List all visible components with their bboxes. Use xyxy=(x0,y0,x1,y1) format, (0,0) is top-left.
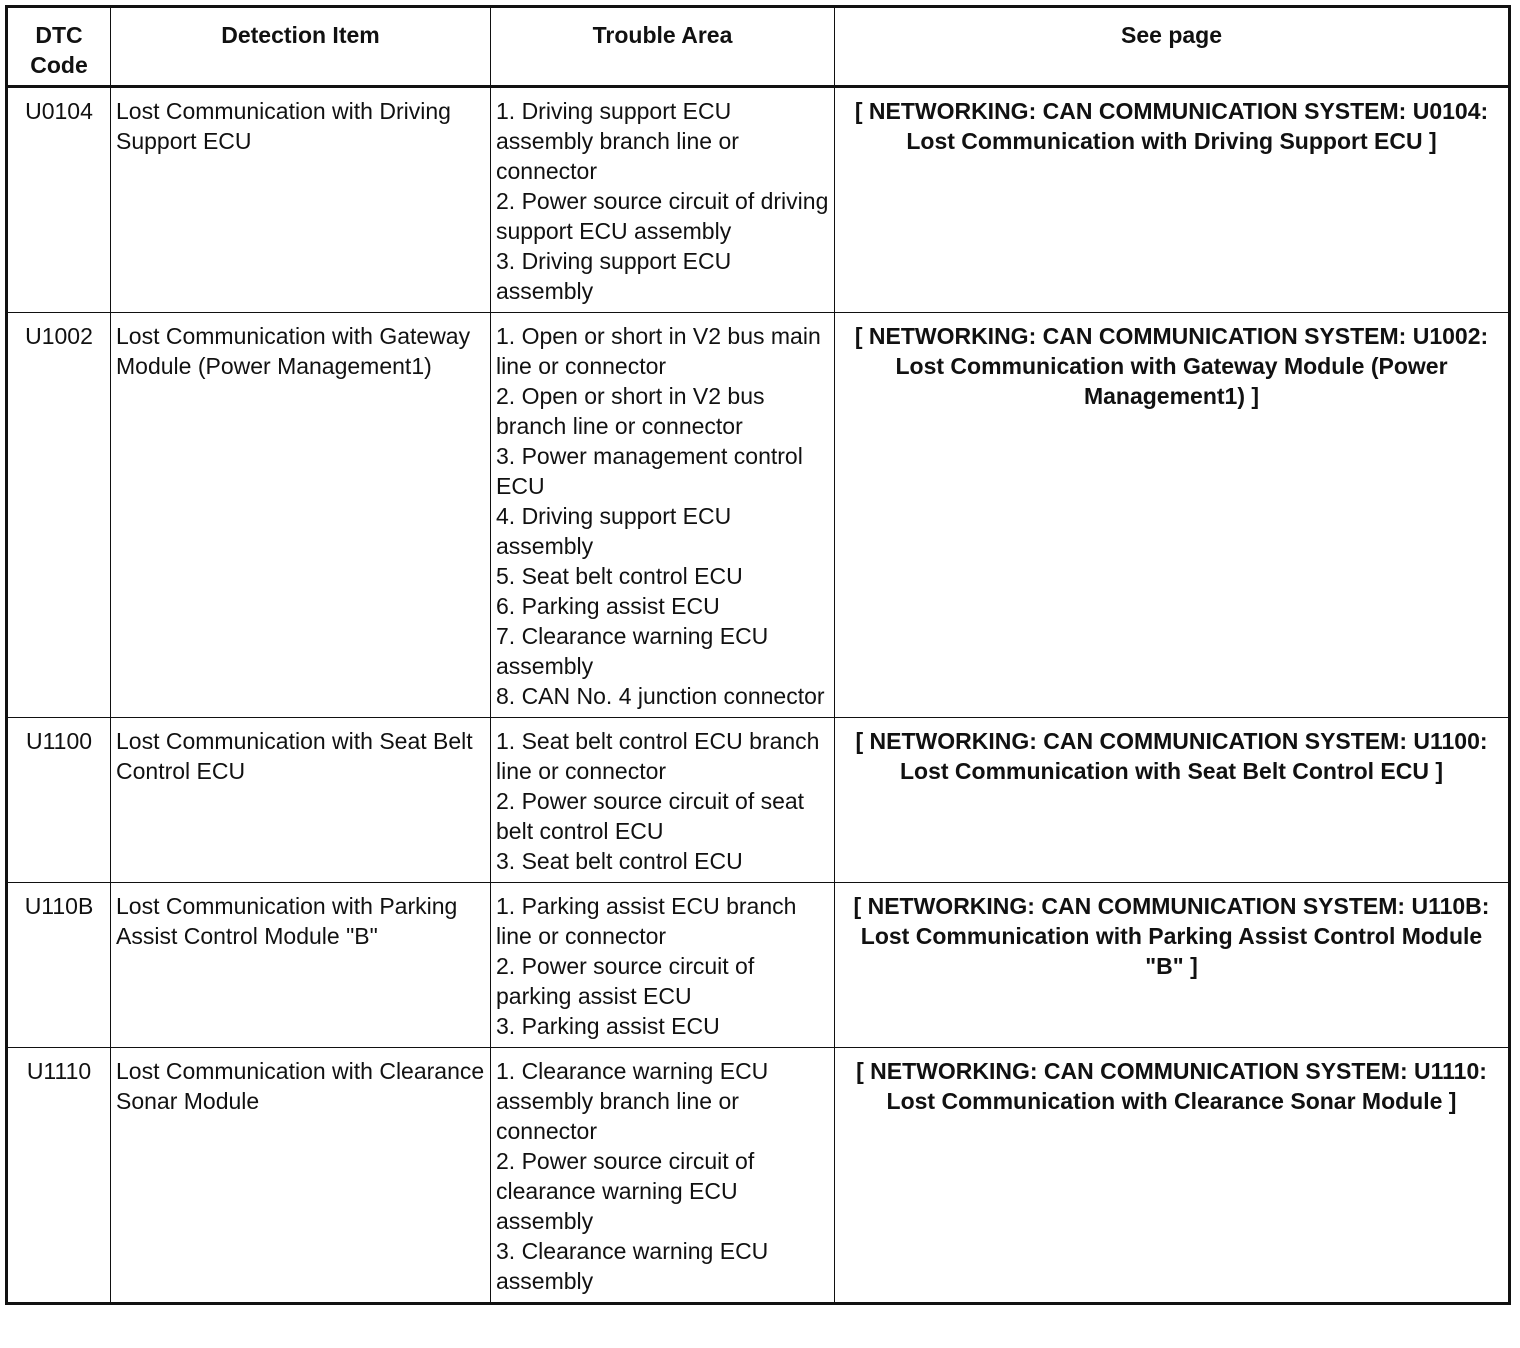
detection-item: Lost Communication with Parking Assist Control Module "B" xyxy=(111,883,491,1048)
detection-item: Lost Communication with Driving Support ECU xyxy=(111,87,491,313)
trouble-area-item: 2. Power source circuit of driving support ECU assembly xyxy=(496,188,829,244)
trouble-area-item: 6. Parking assist ECU xyxy=(496,593,720,619)
trouble-area-item: 3. Power management control ECU xyxy=(496,443,803,499)
table-header xyxy=(7,7,1510,87)
trouble-area xyxy=(491,883,835,1048)
table-row xyxy=(7,87,1510,313)
trouble-area-item: 3. Driving support ECU assembly xyxy=(496,248,732,304)
table-row xyxy=(7,313,1510,718)
trouble-area-item: 2. Power source circuit of seat belt control ECU xyxy=(496,788,805,844)
see-page-reference: [ NETWORKING: CAN COMMUNICATION SYSTEM: U1100: Lost Communication with Seat Belt Control ECU ] xyxy=(835,718,1510,883)
detection-item: Lost Communication with Gateway Module (Power Management1) xyxy=(111,313,491,718)
trouble-area-item: 7. Clearance warning ECU assembly xyxy=(496,623,769,679)
detection-item: Lost Communication with Clearance Sonar Module xyxy=(111,1048,491,1304)
trouble-area xyxy=(491,87,835,313)
dtc-code: U1002 xyxy=(7,313,111,718)
dtc-code: U1100 xyxy=(7,718,111,883)
trouble-area-item: 1. Parking assist ECU branch line or connector xyxy=(496,893,797,949)
trouble-area xyxy=(491,1048,835,1304)
trouble-area-item: 1. Clearance warning ECU assembly branch line or connector xyxy=(496,1058,769,1144)
header-detection-item: Detection Item xyxy=(111,7,491,87)
dtc-code: U1110 xyxy=(7,1048,111,1304)
dtc-code: U0104 xyxy=(7,87,111,313)
trouble-area-item: 3. Clearance warning ECU assembly xyxy=(496,1238,769,1294)
trouble-area-item: 8. CAN No. 4 junction connector xyxy=(496,683,825,709)
trouble-area-item: 2. Power source circuit of parking assist ECU xyxy=(496,953,755,1009)
dtc-table xyxy=(5,5,1511,1305)
trouble-area-item: 1. Seat belt control ECU branch line or connector xyxy=(496,728,820,784)
trouble-area xyxy=(491,718,835,883)
header-trouble-area: Trouble Area xyxy=(491,7,835,87)
table-row xyxy=(7,718,1510,883)
trouble-area-item: 4. Driving support ECU assembly xyxy=(496,503,732,559)
see-page-reference: [ NETWORKING: CAN COMMUNICATION SYSTEM: U110B: Lost Communication with Parking Assist Control Module "B" ] xyxy=(835,883,1510,1048)
see-page-reference: [ NETWORKING: CAN COMMUNICATION SYSTEM: U0104: Lost Communication with Driving Support ECU ] xyxy=(835,87,1510,313)
header-dtc-code: DTC Code xyxy=(7,7,111,87)
table-row xyxy=(7,1048,1510,1304)
see-page-reference: [ NETWORKING: CAN COMMUNICATION SYSTEM: U1110: Lost Communication with Clearance Sonar Module ] xyxy=(835,1048,1510,1304)
trouble-area-item: 1. Driving support ECU assembly branch line or connector xyxy=(496,98,739,184)
see-page-reference: [ NETWORKING: CAN COMMUNICATION SYSTEM: U1002: Lost Communication with Gateway Module (Power Management1) ] xyxy=(835,313,1510,718)
header-row xyxy=(7,7,1510,87)
dtc-code: U110B xyxy=(7,883,111,1048)
trouble-area-item: 3. Seat belt control ECU xyxy=(496,848,743,874)
trouble-area-item: 3. Parking assist ECU xyxy=(496,1013,720,1039)
table-body xyxy=(7,87,1510,1304)
detection-item: Lost Communication with Seat Belt Control ECU xyxy=(111,718,491,883)
header-see-page: See page xyxy=(835,7,1510,87)
trouble-area-item: 1. Open or short in V2 bus main line or connector xyxy=(496,323,821,379)
table-row xyxy=(7,883,1510,1048)
trouble-area-item: 2. Open or short in V2 bus branch line or connector xyxy=(496,383,765,439)
trouble-area-item: 5. Seat belt control ECU xyxy=(496,563,743,589)
trouble-area-item: 2. Power source circuit of clearance warning ECU assembly xyxy=(496,1148,755,1234)
trouble-area xyxy=(491,313,835,718)
